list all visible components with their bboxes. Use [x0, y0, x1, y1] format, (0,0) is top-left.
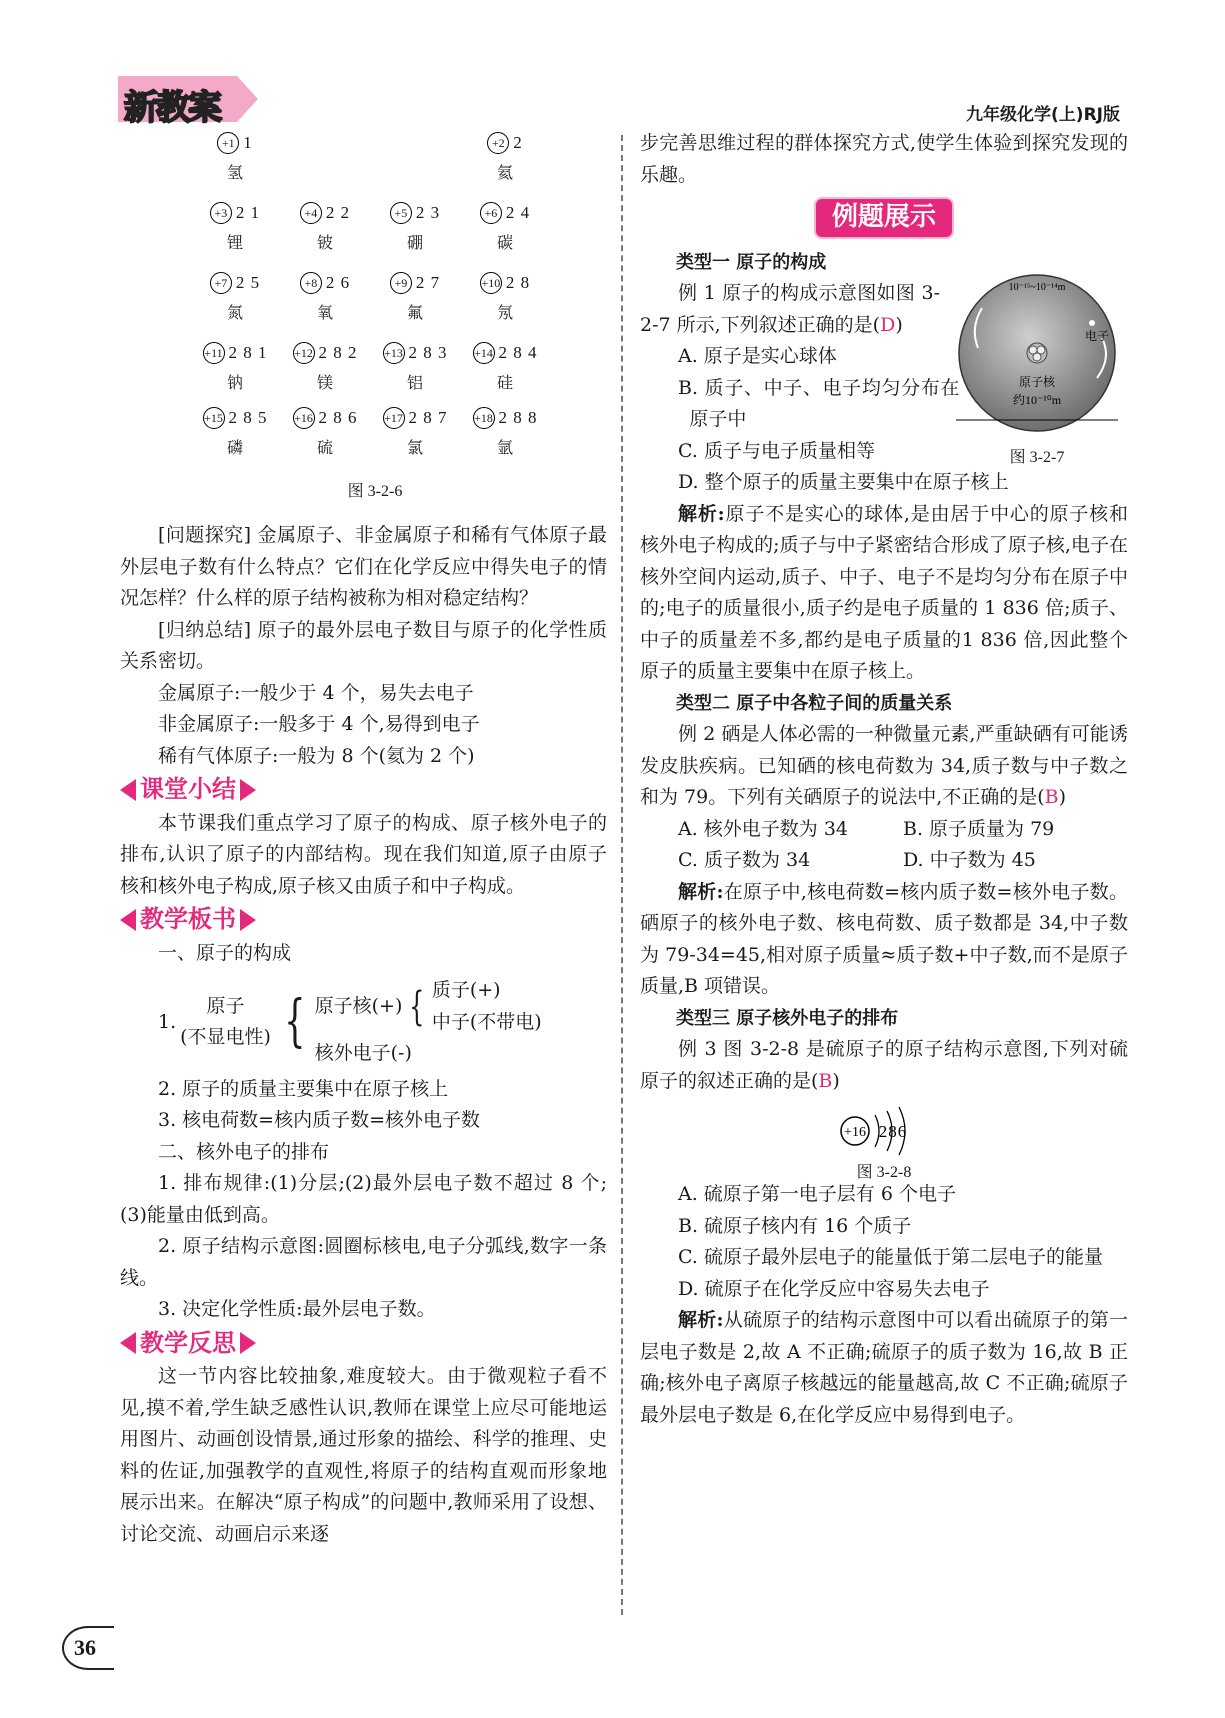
shell-counts: 2 3	[415, 203, 441, 222]
shell-counts: 2 6	[325, 273, 351, 292]
board-line-5: 2. 原子结构示意图:圆圈标核电,电子分弧线,数字一条线。	[120, 1235, 607, 1289]
nucleus-circle: +12	[293, 342, 315, 364]
element-name: 硼	[406, 235, 423, 252]
nucleus-circle: +9	[390, 272, 412, 294]
atom-structure-diagram: 1. 原子 (不显电性) { 原子核(+) { 质子(+) 中子(不带电) 核外电子(-)	[158, 975, 607, 1070]
nucleus-circle: +11	[203, 342, 225, 364]
atom-diagram	[195, 403, 275, 465]
element-name: 氟	[406, 305, 423, 322]
atom-diagram	[465, 338, 545, 400]
atom-diagram	[465, 198, 545, 260]
example-2: 例 2 硒是人体必需的一种微量元素,严重缺硒有可能诱发皮肤疾病。已知硒的核电荷数为 34,质子数与中子数之和为 79。下列有关硒原子的说法中,不正确的是(B)	[640, 723, 1128, 808]
atom-diagram	[195, 128, 275, 190]
section-heading-reflect: 教学反思	[120, 1328, 607, 1360]
atom-diagram	[375, 268, 455, 330]
section-heading-board: 教学板书	[120, 904, 607, 936]
element-name: 氢	[226, 165, 243, 182]
atom-sphere-diagram	[952, 268, 1122, 438]
board-heading-1: 一、原子的构成	[158, 941, 292, 964]
atom-label: 原子 (不显电性)	[180, 994, 271, 1049]
analysis-label: 解析:	[678, 502, 725, 525]
proton-label: 质子(+)	[431, 979, 501, 1001]
board-num: 1.	[158, 1010, 177, 1033]
figure-3-2-7	[952, 268, 1122, 468]
figure-3-2-8	[640, 1101, 1128, 1179]
element-name: 铝	[406, 375, 423, 392]
nucleus-circle: +5	[390, 202, 412, 224]
ex3-option-c: C. 硫原子最外层电子的能量低于第二层电子的能量	[678, 1246, 1103, 1268]
analysis-label: 解析:	[678, 1309, 724, 1331]
ex2-options-row-1: A. 核外电子数为 34 B. 原子质量为 79	[678, 817, 1055, 840]
reflection-text: 这一节内容比较抽象,难度较大。由于微观粒子看不见,摸不着,学生缺乏感性认识,教师在课堂上应尽可能地运用图片、动画创设情景,通过形象的描绘、科学的推理、史料的佐证,加强教学的直观性,将原子的结构直观而形象地展示出来。在解决“原子构成”的问题中,教师采用了设想、讨论交流、动画启示来逐	[120, 1365, 607, 1545]
shell-counts: 2 2	[325, 203, 351, 222]
atom-diagram	[465, 128, 545, 190]
answer-1: D	[880, 313, 896, 336]
neutron-label: 中子(不带电)	[431, 1010, 542, 1033]
ex1-option-a: A. 原子是实心球体	[678, 345, 837, 367]
ex1-option-b: B. 质子、中子、电子均匀分布在原子中	[678, 376, 960, 430]
shell-counts: 1	[243, 133, 253, 152]
example-3: 例 3 图 3-2-8 是硫原子的原子结构示意图,下列对硫原子的叙述正确的是(B)	[640, 1038, 1128, 1092]
nucleus-circle: +6	[480, 202, 502, 224]
figure-caption: 图 3-2-8	[856, 1164, 912, 1181]
element-name: 氩	[496, 440, 513, 457]
type-3-heading: 类型三 原子核外电子的排布	[676, 1007, 899, 1029]
figure-caption: 图 3-2-6	[347, 483, 403, 500]
ex1-option-d: D. 整个原子的质量主要集中在原子核上	[678, 471, 1009, 493]
element-name: 氧	[316, 305, 333, 322]
nucleus-circle: +8	[300, 272, 322, 294]
element-name: 硫	[316, 440, 333, 457]
board-line-3: 3. 核电荷数=核内质子数=核外电子数	[158, 1109, 481, 1131]
atom-diagram	[465, 268, 545, 330]
noble-line: 稀有气体原子:一般为 8 个(氦为 2 个)	[158, 744, 475, 767]
nonmetal-line: 非金属原子:一般多于 4 个,易得到电子	[158, 713, 480, 735]
board-line-4: 1. 排布规律:(1)分层;(2)最外层电子数不超过 8 个;(3)能量由低到高。	[120, 1172, 607, 1226]
shell-counts: 2 7	[415, 273, 441, 292]
element-name: 铍	[316, 235, 333, 252]
nucleus-circle: +7	[210, 272, 232, 294]
ex3-option-b: B. 硫原子核内有 16 个质子	[678, 1214, 912, 1237]
ex2-options-row-2: C. 质子数为 34 D. 中子数为 45	[678, 849, 1036, 871]
element-name: 硅	[496, 375, 513, 392]
element-name: 锂	[226, 235, 243, 252]
left-column	[120, 520, 607, 1550]
analysis-3: 从硫原子的结构示意图中可以看出硫原子的第一层电子数是 2,故 A 不正确;硫原子的质子数为 16,故 B 正确;核外电子离原子核越远的能量越高,故 C 不正确;硫原子最外层电子数是 6,在化学反应中易得到电子。	[640, 1309, 1128, 1426]
answer-2: B	[1044, 786, 1059, 808]
ex3-option-a: A. 硫原子第一电子层有 6 个电子	[678, 1183, 956, 1205]
shell-counts: 2 4	[505, 203, 531, 222]
ex1-option-c: C. 质子与电子质量相等	[678, 439, 875, 462]
analysis-label: 解析:	[678, 880, 724, 903]
element-name: 氦	[496, 165, 513, 182]
example-1: 例 1 原子的构成示意图如图 3-2-7 所示,下列叙述正确的是(D)	[640, 282, 940, 336]
svg-text:电子: 电子	[1084, 329, 1110, 343]
summary-paragraph: [归纳总结] 原子的最外层电子数目与原子的化学性质关系密切。	[120, 618, 607, 672]
nucleus-circle: +16	[293, 407, 315, 429]
analysis-1: 原子不是实心的球体,是由居于中心的原子核和核外电子构成的;质子与中子紧密结合形成了原子核,电子在核外空间内运动,质子、中子、电子不是均匀分布在原子中的;电子的质量很小,质子约是电子质量的 1 836 倍;质子、中子的质量差不多,都约是电子质量的1 836 倍,因此整个原子的质量主要集中在原子核上。	[640, 502, 1129, 682]
nucleus-circle: +10	[480, 272, 502, 294]
atom-diagram	[285, 403, 365, 465]
nucleus-circle: +4	[300, 202, 322, 224]
atom-diagram	[375, 338, 455, 400]
figure-caption: 图 3-2-7	[1009, 449, 1065, 466]
shell-counts: 2 8 2	[318, 343, 358, 362]
element-name: 碳	[496, 235, 513, 252]
atom-diagram	[375, 198, 455, 260]
type-2-heading: 类型二 原子中各粒子间的质量关系	[676, 692, 953, 714]
nucleus-circle: +17	[383, 407, 405, 429]
ex3-option-d: D. 硫原子在化学反应中容易失去电子	[678, 1277, 990, 1300]
column-divider	[621, 135, 623, 1615]
atom-diagram	[465, 403, 545, 465]
metal-line: 金属原子:一般少于 4 个，易失去电子	[158, 681, 474, 704]
atom-diagram	[285, 338, 365, 400]
shell-counts: 2 8	[505, 273, 531, 292]
section-heading-summary: 课堂小结	[120, 774, 607, 806]
answer-3: B	[818, 1069, 833, 1092]
svg-text:10⁻¹⁵~10⁻¹⁴m: 10⁻¹⁵~10⁻¹⁴m	[1008, 282, 1066, 293]
class-summary-text: 本节课我们重点学习了原子的构成、原子核外电子的排布,认识了原子的内部结构。现在我们知道,原子由原子核和核外电子构成,原子核又由质子和中子构成。	[120, 811, 607, 897]
nucleus-circle: +1	[217, 132, 239, 154]
shell-counts: 2 8 4	[498, 343, 538, 362]
sulfur-atom-diagram	[829, 1101, 939, 1157]
analysis-2: 在原子中,核电荷数=核内质子数=核外电子数。硒原子的核外电子数、核电荷数、质子数都是 34,中子数为 79-34=45,相对原子质量≈质子数+中子数,而不是原子质量,B 项错误。	[640, 880, 1128, 997]
shell-counts: 2 5	[235, 273, 261, 292]
svg-text:原子核: 原子核	[1018, 375, 1056, 389]
shell-counts: 2	[513, 133, 523, 152]
electron-label: 核外电子(-)	[314, 1042, 412, 1064]
board-line-6: 3. 决定化学性质:最外层电子数。	[158, 1298, 436, 1320]
nucleus-circle: +13	[383, 342, 405, 364]
nucleus-circle: +2	[487, 132, 509, 154]
shell-counts: 2 8 6	[318, 408, 358, 427]
element-name: 磷	[226, 440, 243, 457]
shell-counts: 2 1	[235, 203, 261, 222]
board-heading-2: 二、核外电子的排布	[158, 1140, 330, 1163]
board-line-2: 2. 原子的质量主要集中在原子核上	[158, 1077, 449, 1100]
shell-counts: 2 8 1	[228, 343, 268, 362]
element-name: 镁	[316, 375, 333, 392]
atom-components: 原子核(+) { 质子(+) 中子(不带电) 核外电子(-)	[315, 975, 542, 1070]
shell-counts: 2 8 7	[408, 408, 448, 427]
svg-text:286: 286	[878, 1122, 908, 1141]
page-number: 36	[62, 1626, 114, 1670]
continued-text: 步完善思维过程的群体探究方式,使学生体验到探究发现的乐趣。	[640, 132, 1128, 186]
nucleus-label: 原子核(+)	[314, 994, 403, 1017]
series-logo: 新教案	[118, 76, 273, 122]
atom-diagram	[285, 268, 365, 330]
atom-diagram	[375, 403, 455, 465]
element-name: 氖	[496, 305, 513, 322]
nucleus-circle: +3	[210, 202, 232, 224]
atom-diagram	[195, 268, 275, 330]
type-1-heading: 类型一 原子的构成	[676, 251, 827, 273]
element-name: 氮	[226, 305, 243, 322]
element-name: 氯	[406, 440, 423, 457]
element-name: 钠	[226, 375, 243, 392]
nucleus-circle: +18	[473, 407, 495, 429]
figure-3-2-6	[195, 128, 555, 508]
examples-badge: 例题展示	[640, 197, 1128, 239]
svg-text:+16: +16	[844, 1125, 866, 1140]
atom-diagram	[195, 198, 275, 260]
shell-counts: 2 8 8	[498, 408, 538, 427]
shell-counts: 2 8 3	[408, 343, 448, 362]
inquiry-paragraph: [问题探究] 金属原子、非金属原子和稀有气体原子最外层电子数有什么特点？它们在化学反应中得失电子的情况怎样？什么样的原子结构被称为相对稳定结构？	[120, 524, 607, 609]
shell-counts: 2 8 5	[228, 408, 268, 427]
atom-diagram	[195, 338, 275, 400]
grade-book-label: 九年级化学(上)RJ版	[966, 105, 1120, 125]
svg-text:约10⁻¹⁰m: 约10⁻¹⁰m	[1012, 393, 1062, 407]
nucleus-circle: +14	[473, 342, 495, 364]
atom-diagram	[285, 198, 365, 260]
nucleus-circle: +15	[203, 407, 225, 429]
